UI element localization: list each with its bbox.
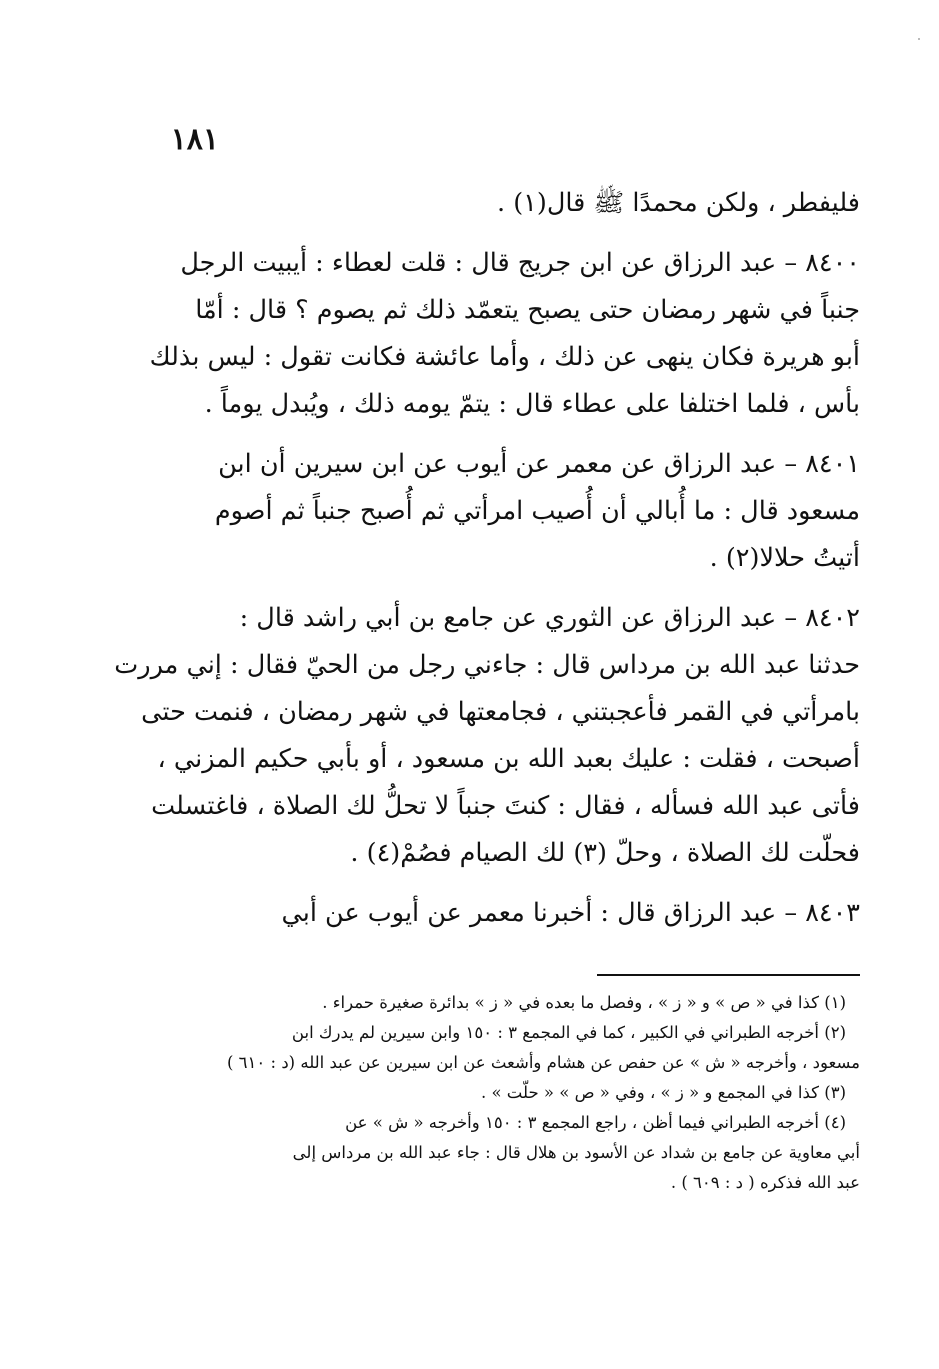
text-line: فحلّت لك الصلاة ، وحلّ (٣) لك الصيام فصُمْ(٤) . — [350, 838, 860, 868]
footnote-1 — [162, 988, 860, 1018]
text-line: مسعود قال : ما أُبالي أن أُصيب امرأتي ثم أُصبح جنباً ثم أصوم — [214, 496, 860, 526]
text-line: أتيتُ حلالا(٢) . — [709, 543, 860, 573]
footnote-line: (٤) أخرجه الطبراني فيما أظن ، راجع المجمع ٣ : ١٥٠ وأخرجه « ش » عن — [345, 1113, 846, 1132]
footnotes — [162, 988, 860, 1198]
text-line: بامرأتي في القمر فأعجبتني ، فجامعتها في شهر رمضان ، فنمت حتى — [141, 697, 860, 727]
text-line: ٨٤٠٢ – عبد الرزاق عن الثوري عن جامع بن أبي راشد قال : — [239, 603, 860, 633]
text-line: ٨٤٠٣ – عبد الرزاق قال : أخبرنا معمر عن أيوب عن أبي — [281, 898, 860, 928]
hadith-paragraph-8401 — [162, 441, 860, 582]
footnote-2 — [162, 1018, 860, 1078]
text-line: بأس ، فلما اختلفا على عطاء قال : يتمّ يومه ذلك ، ويُبدل يوماً . — [204, 389, 860, 419]
footnote-line: (٢) أخرجه الطبراني في الكبير ، كما في المجمع ٣ : ١٥٠ وابن سيرين لم يدرك ابن — [291, 1023, 846, 1042]
footnote-line: (٣) كذا في المجمع و « ز » ، وفي « ص » « حلّت » . — [480, 1083, 846, 1102]
text-line: فأتى عبد الله فسأله ، فقال : كنتَ جنباً لا تحلُّ لك الصلاة ، فاغتسلت — [151, 791, 860, 821]
footnote-divider — [597, 974, 860, 976]
text-line: أبو هريرة فكان ينهى عن ذلك ، وأما عائشة فكانت تقول : ليس بذلك — [149, 342, 860, 372]
text-line: حدثنا عبد الله بن مرداس قال : جاءني رجل من الحيّ فقال : إني مررت — [114, 650, 860, 680]
footnote-3 — [162, 1078, 860, 1108]
text-line: ٨٤٠١ – عبد الرزاق عن معمر عن أيوب عن ابن سيرين أن ابن — [218, 449, 860, 479]
opening-line — [162, 180, 860, 227]
text-line: أصبحت ، فقلت : عليك بعبد الله بن مسعود ، أو بأبي حكيم المزني ، — [157, 744, 860, 774]
main-text — [114, 180, 860, 937]
text-line: فليفطر ، ولكن محمدًا ﷺ قال(١) . — [497, 188, 860, 218]
text-line: ٨٤٠٠ – عبد الرزاق عن ابن جريج قال : قلت لعطاء : أيبيت الرجل — [180, 248, 860, 278]
scan-speck — [918, 38, 920, 40]
footnote-line: عبد الله فذكره ( د : ٦٠٩ ) . — [670, 1173, 860, 1192]
footnote-line: (١) كذا في « ص » و « ز » ، وفصل ما بعده في « ز » بدائرة صغيرة حمراء . — [322, 993, 846, 1012]
hadith-paragraph-8403 — [162, 890, 860, 937]
hadith-paragraph-8400 — [149, 240, 860, 428]
footnote-line: أبي معاوية عن جامع بن شداد عن الأسود بن هلال قال : جاء عبد الله بن مرداس إلى — [292, 1143, 860, 1162]
text-line: جنباً في شهر رمضان حتى يصبح يتعمّد ذلك ثم يصوم ؟ قال : أمّا — [195, 295, 860, 325]
footnote-4 — [162, 1108, 860, 1198]
page-number: ١٨١ — [170, 122, 219, 157]
footnote-line: مسعود ، وأخرجه « ش » عن حفص عن هشام وأشعث عن ابن سيرين عن عبد الله (د : ٦١٠ ) — [226, 1053, 860, 1072]
hadith-paragraph-8402 — [114, 595, 860, 877]
